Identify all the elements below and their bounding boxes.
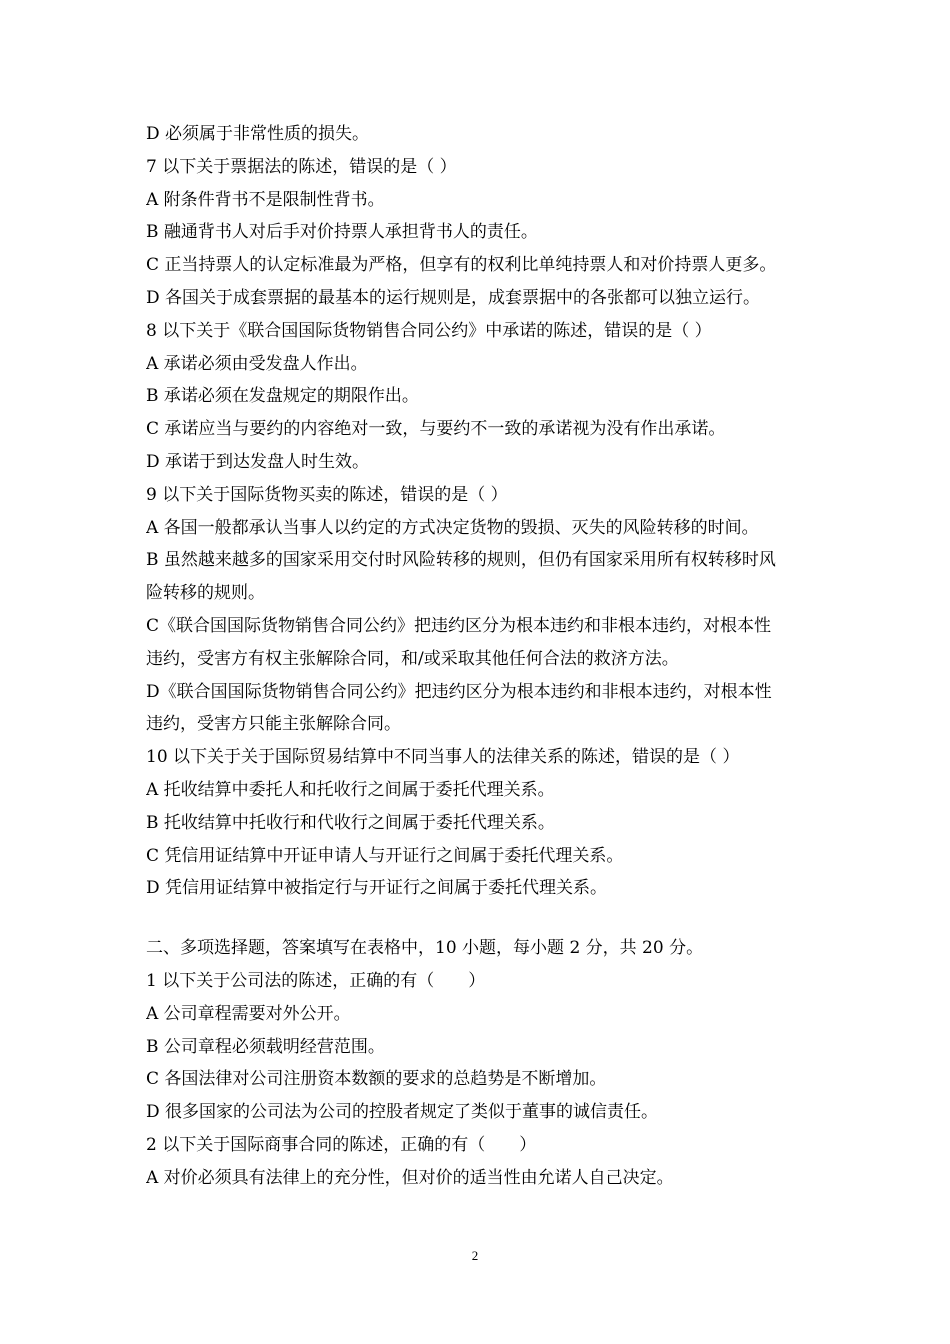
- text-line: 险转移的规则。: [146, 583, 265, 604]
- text-line: A 对价必须具有法律上的充分性，但对价的适当性由允诺人自己决定。: [146, 1167, 674, 1188]
- text-line: D 很多国家的公司法为公司的控股者规定了类似于董事的诚信责任。: [146, 1102, 659, 1123]
- section-gap: [146, 905, 858, 932]
- question-block-single-choice: [146, 118, 858, 905]
- text-line: C 凭信用证结算中开证申请人与开证行之间属于委托代理关系。: [146, 845, 624, 866]
- page-number: 2: [471, 1248, 479, 1263]
- text-line: 二、多项选择题，答案填写在表格中，10 小题，每小题 2 分，共 20 分。: [146, 938, 704, 959]
- text-line: C 正当持票人的认定标准最为严格，但享有的权利比单纯持票人和对价持票人更多。: [146, 255, 777, 276]
- text-line: 违约，受害方只能主张解除合同。: [146, 714, 401, 735]
- text-line: A 公司章程需要对外公开。: [146, 1003, 351, 1024]
- text-line: 8 以下关于《联合国国际货物销售合同公约》中承诺的陈述，错误的是（ ）: [146, 320, 712, 341]
- text-line: D《联合国国际货物销售合同公约》把违约区分为根本违约和非根本违约，对根本性: [146, 681, 772, 702]
- text-line: 7 以下关于票据法的陈述，错误的是（ ）: [146, 156, 457, 177]
- text-line: B 公司章程必须载明经营范围。: [146, 1036, 385, 1057]
- text-line: B 托收结算中托收行和代收行之间属于委托代理关系。: [146, 812, 555, 833]
- text-line: D 必须属于非常性质的损失。: [146, 124, 370, 144]
- text-line: 2 以下关于国际商事合同的陈述，正确的有（ ）: [146, 1134, 537, 1155]
- text-line: D 承诺于到达发盘人时生效。: [146, 451, 370, 472]
- text-line: C 承诺应当与要约的内容绝对一致，与要约不一致的承诺视为没有作出承诺。: [146, 419, 726, 440]
- text-line: D 各国关于成套票据的最基本的运行规则是，成套票据中的各张都可以独立运行。: [146, 287, 761, 308]
- document-body: [146, 118, 858, 1195]
- text-line: B 虽然越来越多的国家采用交付时风险转移的规则，但仍有国家采用所有权转移时风: [146, 550, 776, 571]
- text-line: A 托收结算中委托人和托收行之间属于委托代理关系。: [146, 779, 555, 800]
- text-line: B 承诺必须在发盘规定的期限作出。: [146, 386, 419, 407]
- text-line: A 承诺必须由受发盘人作出。: [146, 353, 368, 374]
- text-line: C《联合国国际货物销售合同公约》把违约区分为根本违约和非根本违约，对根本性: [146, 615, 772, 636]
- text-line: C 各国法律对公司注册资本数额的要求的总趋势是不断增加。: [146, 1069, 607, 1090]
- text-line: A 各国一般都承认当事人以约定的方式决定货物的毁损、灭失的风险转移的时间。: [146, 517, 759, 538]
- text-line: 9 以下关于国际货物买卖的陈述，错误的是（ ）: [146, 484, 508, 505]
- text-line: 1 以下关于公司法的陈述，正确的有（ ）: [146, 970, 486, 991]
- text-line: D 凭信用证结算中被指定行与开证行之间属于委托代理关系。: [146, 878, 608, 899]
- text-line: A 附条件背书不是限制性背书。: [146, 189, 385, 210]
- text-line: 违约，受害方有权主张解除合同，和/或采取其他任何合法的救济方法。: [146, 648, 679, 669]
- question-block-multiple-choice: [146, 932, 858, 1194]
- text-line: 10 以下关于关于国际贸易结算中不同当事人的法律关系的陈述，错误的是（ ）: [146, 747, 740, 768]
- text-line: B 融通背书人对后手对价持票人承担背书人的责任。: [146, 222, 538, 243]
